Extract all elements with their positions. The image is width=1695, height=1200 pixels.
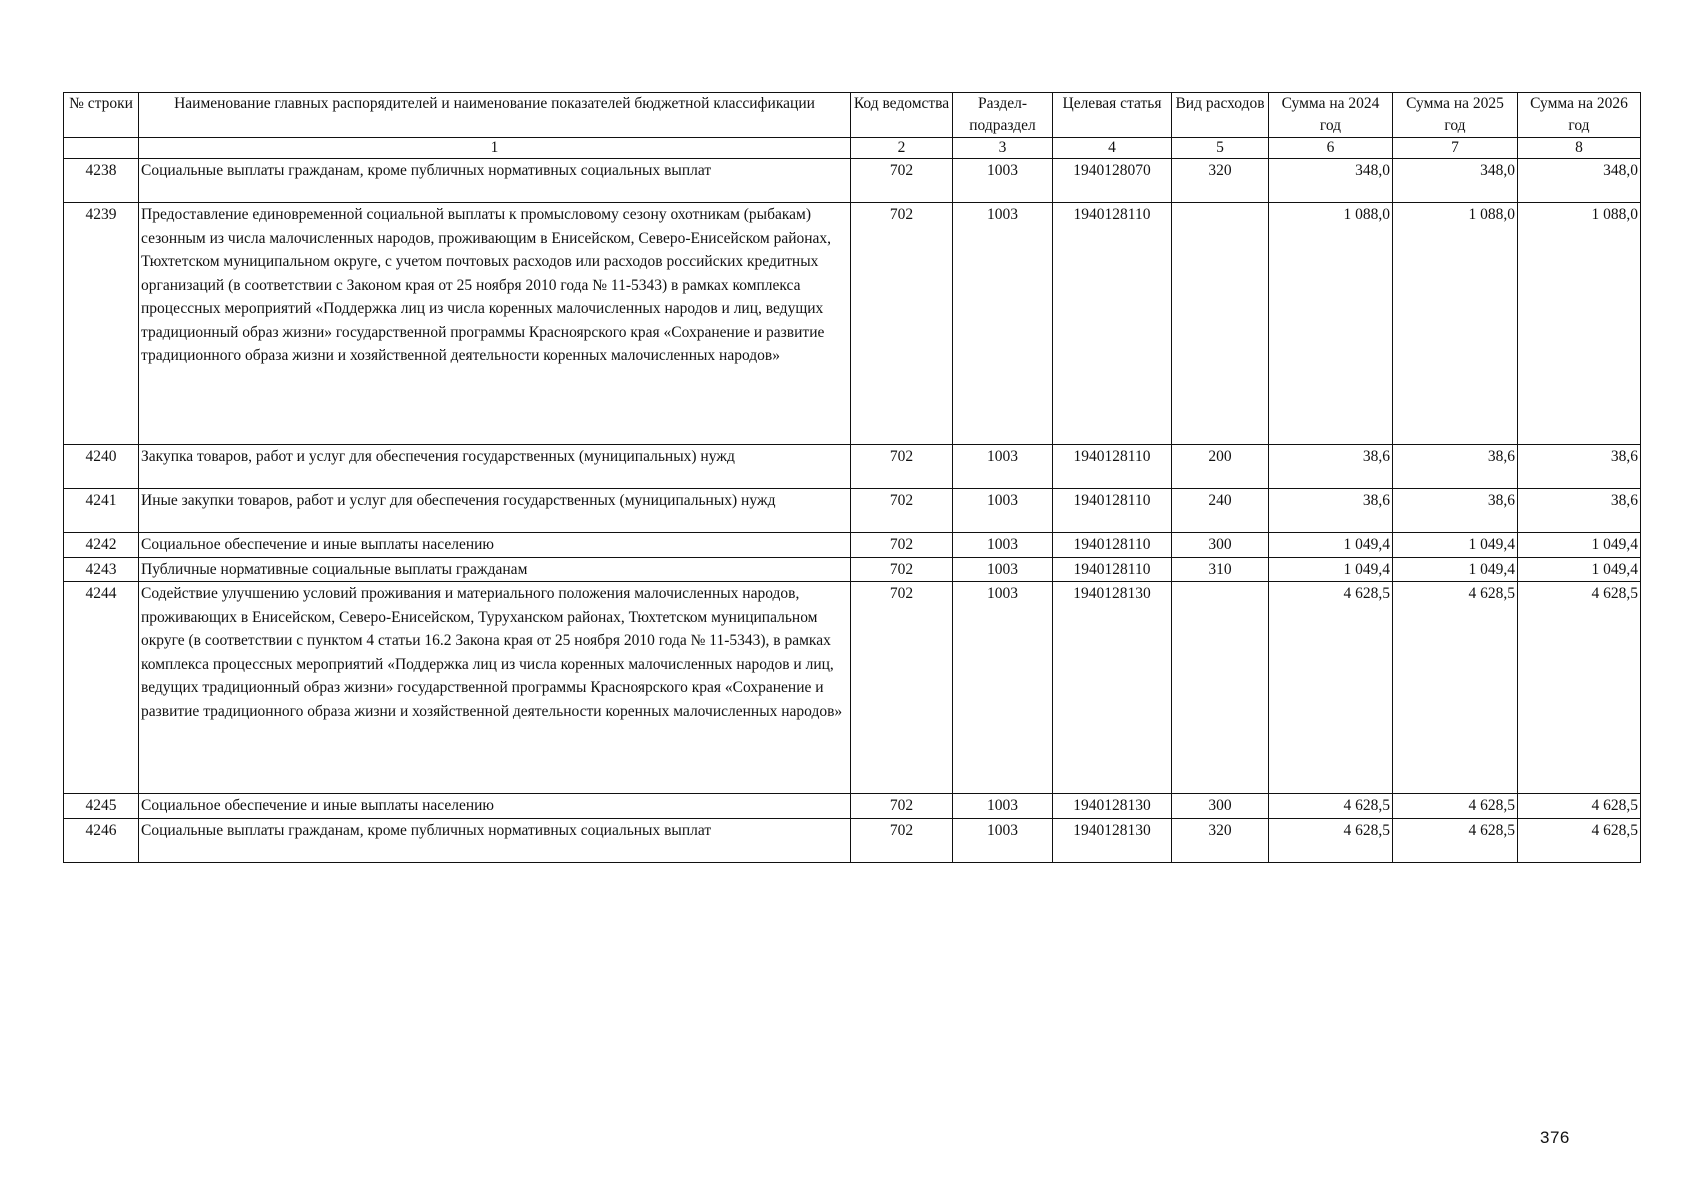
row-name-cell: Социальное обеспечение и иные выплаты населению xyxy=(139,533,851,558)
header-cell: Код ведомства xyxy=(851,93,953,138)
row-name-cell: Закупка товаров, работ и услуг для обеспечения государственных (муниципальных) нужд xyxy=(139,445,851,489)
amount-2026-cell: 348,0 xyxy=(1518,159,1641,203)
target-code-cell: 1940128110 xyxy=(1053,533,1172,558)
column-number-cell: 7 xyxy=(1393,138,1518,159)
amount-2026-cell: 38,6 xyxy=(1518,445,1641,489)
amount-2024-cell: 1 049,4 xyxy=(1269,557,1393,582)
section-code-cell: 1003 xyxy=(953,533,1053,558)
column-number-cell xyxy=(64,138,139,159)
header-cell: Целевая статья xyxy=(1053,93,1172,138)
header-cell: Сумма на 2026 год xyxy=(1518,93,1641,138)
expense-kind-cell: 240 xyxy=(1172,489,1269,533)
expense-kind-cell xyxy=(1172,203,1269,445)
table-row xyxy=(64,557,1641,582)
row-number-cell: 4245 xyxy=(64,794,139,819)
amount-2026-cell: 4 628,5 xyxy=(1518,794,1641,819)
amount-2025-cell: 348,0 xyxy=(1393,159,1518,203)
dept-code-cell: 702 xyxy=(851,445,953,489)
section-code-cell: 1003 xyxy=(953,159,1053,203)
table-row xyxy=(64,533,1641,558)
row-number-cell: 4243 xyxy=(64,557,139,582)
amount-2025-cell: 1 049,4 xyxy=(1393,557,1518,582)
amount-2026-cell: 4 628,5 xyxy=(1518,582,1641,794)
column-number-cell: 5 xyxy=(1172,138,1269,159)
section-code-cell: 1003 xyxy=(953,445,1053,489)
expense-kind-cell: 320 xyxy=(1172,818,1269,862)
expense-kind-cell: 300 xyxy=(1172,794,1269,819)
row-name-cell: Предоставление единовременной социальной выплаты к промысловому сезону охотникам (рыбакам) сезонным из числа малочисленных народов, проживающим в Енисейском, Северо-Енисейском районах, Тюхтетском муниципальном округе, с учетом почтовых расходов или расходов российских кредитных организаций (в соответствии с Законом края от 25 ноября 2010 года № 11-5343) в рамках комплекса процессных мероприятий «Поддержка лиц из числа коренных малочисленных народов и лиц, ведущих традиционный образ жизни» государственной программы Красноярского края «Сохранение и развитие традиционного образа жизни и хозяйственной деятельности коренных малочисленных народов» xyxy=(139,203,851,445)
target-code-cell: 1940128110 xyxy=(1053,445,1172,489)
amount-2025-cell: 4 628,5 xyxy=(1393,794,1518,819)
target-code-cell: 1940128130 xyxy=(1053,794,1172,819)
header-cell: Сумма на 2025 год xyxy=(1393,93,1518,138)
row-number-cell: 4239 xyxy=(64,203,139,445)
target-code-cell: 1940128130 xyxy=(1053,818,1172,862)
amount-2024-cell: 348,0 xyxy=(1269,159,1393,203)
amount-2026-cell: 1 049,4 xyxy=(1518,533,1641,558)
amount-2024-cell: 1 088,0 xyxy=(1269,203,1393,445)
section-code-cell: 1003 xyxy=(953,489,1053,533)
amount-2026-cell: 38,6 xyxy=(1518,489,1641,533)
dept-code-cell: 702 xyxy=(851,159,953,203)
row-number-cell: 4240 xyxy=(64,445,139,489)
row-name-cell: Социальные выплаты гражданам, кроме публичных нормативных социальных выплат xyxy=(139,818,851,862)
amount-2025-cell: 4 628,5 xyxy=(1393,582,1518,794)
row-name-cell: Содействие улучшению условий проживания и материального положения малочисленных народов, проживающих в Енисейском, Северо-Енисейском, Туруханском районах, Тюхтетском муниципальном округе (в соответствии с пунктом 4 статьи 16.2 Закона края от 25 ноября 2010 года № 11-5343), в рамках комплекса процессных мероприятий «Поддержка лиц из числа коренных малочисленных народов и лиц, ведущих традиционный образ жизни» государственной программы Красноярского края «Сохранение и развитие традиционного образа жизни и хозяйственной деятельности коренных малочисленных народов» xyxy=(139,582,851,794)
expense-kind-cell: 200 xyxy=(1172,445,1269,489)
section-code-cell: 1003 xyxy=(953,557,1053,582)
row-number-cell: 4244 xyxy=(64,582,139,794)
expense-kind-cell xyxy=(1172,582,1269,794)
expense-kind-cell: 300 xyxy=(1172,533,1269,558)
header-cell: Вид расходов xyxy=(1172,93,1269,138)
amount-2025-cell: 38,6 xyxy=(1393,445,1518,489)
target-code-cell: 1940128110 xyxy=(1053,557,1172,582)
row-name-cell: Социальные выплаты гражданам, кроме публичных нормативных социальных выплат xyxy=(139,159,851,203)
budget-sheet xyxy=(63,92,1641,863)
amount-2026-cell: 1 049,4 xyxy=(1518,557,1641,582)
section-code-cell: 1003 xyxy=(953,794,1053,819)
table-row xyxy=(64,489,1641,533)
column-number-cell: 6 xyxy=(1269,138,1393,159)
dept-code-cell: 702 xyxy=(851,203,953,445)
expense-kind-cell: 310 xyxy=(1172,557,1269,582)
header-cell: Раздел-подраздел xyxy=(953,93,1053,138)
amount-2024-cell: 38,6 xyxy=(1269,445,1393,489)
table-row xyxy=(64,582,1641,794)
row-number-cell: 4241 xyxy=(64,489,139,533)
amount-2024-cell: 38,6 xyxy=(1269,489,1393,533)
dept-code-cell: 702 xyxy=(851,533,953,558)
amount-2026-cell: 4 628,5 xyxy=(1518,818,1641,862)
table-row xyxy=(64,818,1641,862)
dept-code-cell: 702 xyxy=(851,489,953,533)
dept-code-cell: 702 xyxy=(851,582,953,794)
amount-2025-cell: 1 049,4 xyxy=(1393,533,1518,558)
dept-code-cell: 702 xyxy=(851,818,953,862)
amount-2024-cell: 4 628,5 xyxy=(1269,818,1393,862)
amount-2025-cell: 1 088,0 xyxy=(1393,203,1518,445)
dept-code-cell: 702 xyxy=(851,794,953,819)
column-number-cell: 2 xyxy=(851,138,953,159)
column-number-cell: 1 xyxy=(139,138,851,159)
table-body xyxy=(64,159,1641,863)
table-row xyxy=(64,159,1641,203)
header-row xyxy=(64,93,1641,138)
row-number-cell: 4242 xyxy=(64,533,139,558)
amount-2026-cell: 1 088,0 xyxy=(1518,203,1641,445)
table-row xyxy=(64,203,1641,445)
amount-2024-cell: 4 628,5 xyxy=(1269,794,1393,819)
amount-2024-cell: 4 628,5 xyxy=(1269,582,1393,794)
table-row xyxy=(64,445,1641,489)
header-cell: Наименование главных распорядителей и наименование показателей бюджетной классификации xyxy=(139,93,851,138)
amount-2025-cell: 38,6 xyxy=(1393,489,1518,533)
row-name-cell: Социальное обеспечение и иные выплаты населению xyxy=(139,794,851,819)
column-number-cell: 8 xyxy=(1518,138,1641,159)
section-code-cell: 1003 xyxy=(953,203,1053,445)
page-number: 376 xyxy=(1540,1128,1570,1147)
budget-table xyxy=(63,92,1641,863)
column-number-row xyxy=(64,138,1641,159)
target-code-cell: 1940128110 xyxy=(1053,203,1172,445)
dept-code-cell: 702 xyxy=(851,557,953,582)
header-cell: Сумма на 2024 год xyxy=(1269,93,1393,138)
expense-kind-cell: 320 xyxy=(1172,159,1269,203)
row-name-cell: Публичные нормативные социальные выплаты гражданам xyxy=(139,557,851,582)
column-number-cell: 4 xyxy=(1053,138,1172,159)
target-code-cell: 1940128110 xyxy=(1053,489,1172,533)
table-row xyxy=(64,794,1641,819)
row-number-cell: 4246 xyxy=(64,818,139,862)
header-cell: № строки xyxy=(64,93,139,138)
column-number-cell: 3 xyxy=(953,138,1053,159)
section-code-cell: 1003 xyxy=(953,582,1053,794)
row-name-cell: Иные закупки товаров, работ и услуг для обеспечения государственных (муниципальных) нужд xyxy=(139,489,851,533)
target-code-cell: 1940128130 xyxy=(1053,582,1172,794)
target-code-cell: 1940128070 xyxy=(1053,159,1172,203)
amount-2024-cell: 1 049,4 xyxy=(1269,533,1393,558)
row-number-cell: 4238 xyxy=(64,159,139,203)
amount-2025-cell: 4 628,5 xyxy=(1393,818,1518,862)
section-code-cell: 1003 xyxy=(953,818,1053,862)
